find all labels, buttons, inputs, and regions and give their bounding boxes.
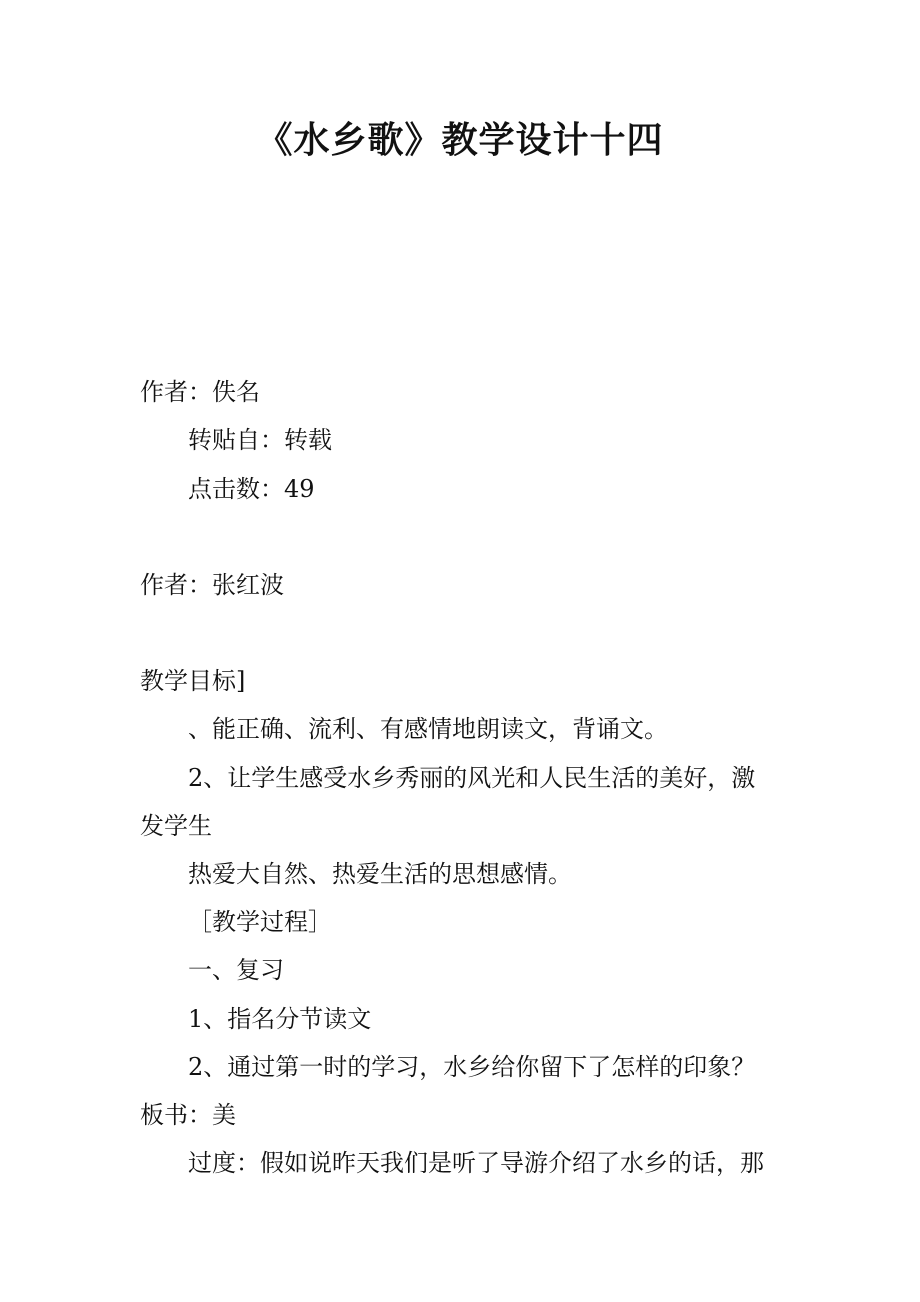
paragraph-line: 、能正确、流利、有感情地朗读文，背诵文。 [188, 715, 668, 743]
paragraph-line: 2、让学生感受水乡秀丽的风光和人民生活的美好，激 [188, 764, 756, 792]
paragraph-line: 板书：美 [140, 1101, 236, 1129]
section-heading-goals: 教学目标] [140, 667, 246, 695]
author-line: 作者：佚名 [140, 378, 260, 406]
paragraph-line: 发学生 [140, 812, 212, 840]
click-count-line: 点击数：49 [188, 475, 315, 503]
paragraph-line: 过度：假如说昨天我们是听了导游介绍了水乡的话，那 [188, 1149, 764, 1177]
document-title: 《水乡歌》教学设计十四 [256, 119, 664, 161]
source-line: 转贴自：转载 [188, 426, 332, 454]
section-heading-process: ［教学过程］ [188, 908, 332, 936]
paragraph-line: 2、通过第一时的学习，水乡给你留下了怎样的印象？ [188, 1053, 756, 1081]
paragraph-line: 1、指名分节读文 [188, 1005, 372, 1033]
paragraph-line: 热爱大自然、热爱生活的思想感情。 [188, 860, 572, 888]
author-line-2: 作者：张红波 [140, 571, 284, 599]
paragraph-line: 一、复习 [188, 956, 284, 984]
